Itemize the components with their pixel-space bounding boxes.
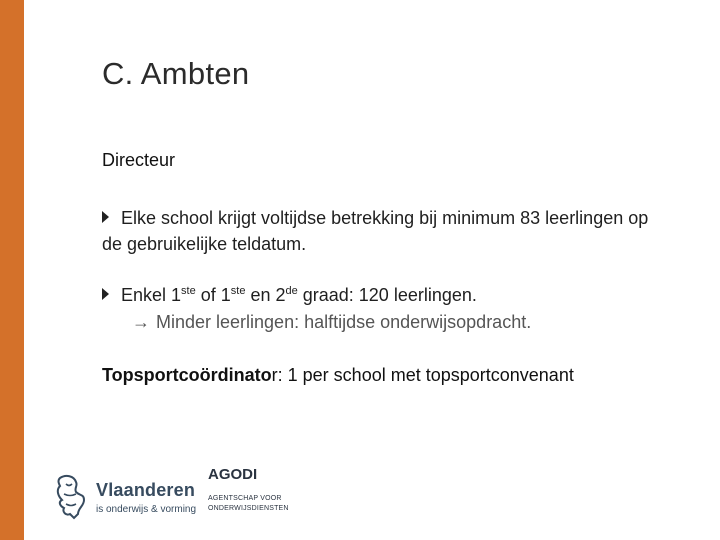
flemish-lion-logo-icon [52,472,88,522]
vlaanderen-logo-text: Vlaanderen [96,480,196,500]
bullet-arrow-icon [102,211,109,223]
vlaanderen-logo-subtitle: is onderwijs & vorming [96,504,197,515]
footer-logos [48,466,348,530]
topsport-line [102,362,574,388]
agodi-logo-subtitle: AGENTSCHAP VOOR ONDERWIJSDIENSTEN [208,495,289,512]
slide-title: C. Ambten [102,56,250,91]
superscript: ste [230,285,246,297]
accent-sidebar-bar [0,0,24,540]
agodi-logo-text: AGODI [208,466,258,483]
topsport-text: r: 1 per school met topsportconvenant [271,365,574,385]
bullet-arrow-icon [102,288,109,300]
bullet-text-part: graad: 120 leerlingen. [297,285,477,305]
section-heading-directeur: Directeur [102,150,176,170]
bullet-text-part: of 1 [195,285,231,305]
sub-bullet-halftijds [132,309,531,335]
superscript: ste [181,285,196,297]
superscript: de [285,285,298,297]
bullet-text-part: Enkel 1 [121,285,182,305]
sub-bullet-text: Minder leerlingen: halftijdse onderwijsopdracht. [156,312,532,332]
right-arrow-icon: → [132,312,150,332]
bullet-item-voltijdse [102,205,662,257]
bullet-text-part: en 2 [245,285,286,305]
topsport-label: Topsportcoördinato [102,365,272,385]
bullet-item-graad [102,282,662,308]
bullet-text: Elke school krijgt voltijdse betrekking bij minimum 83 leerlingen op de gebruikelijke teldatum. [102,208,649,254]
